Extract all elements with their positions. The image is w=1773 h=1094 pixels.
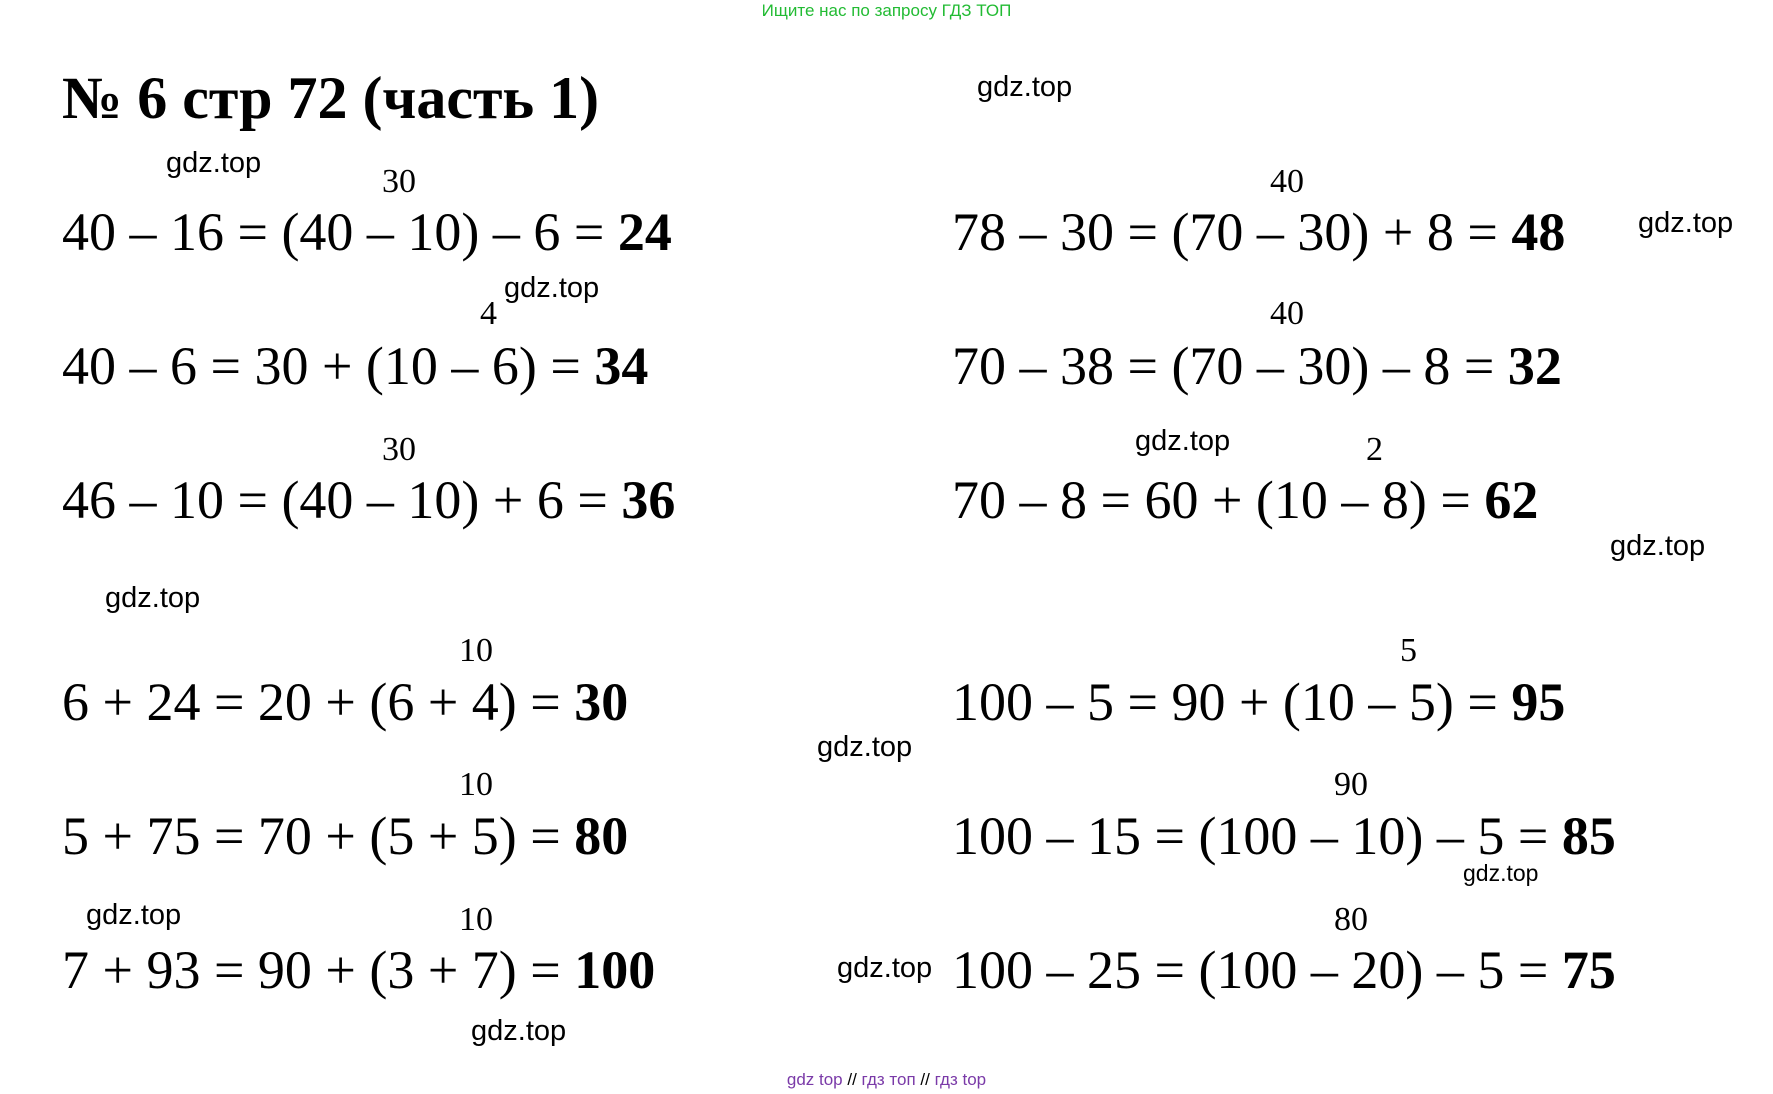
equation-result: 36 — [621, 470, 676, 530]
equation-expression: 100 – 25 = (100 – 20) – 5 = — [952, 940, 1562, 1000]
equation-expression: 100 – 5 = 90 + (10 – 5) = — [952, 672, 1512, 732]
above-number: 10 — [459, 901, 493, 938]
watermark: gdz.top — [1463, 860, 1539, 886]
equation-row — [952, 672, 1566, 732]
equation-row — [62, 202, 672, 262]
equation-expression: 40 – 6 = 30 + (10 – 6) = — [62, 336, 595, 396]
above-number: 90 — [1334, 766, 1368, 803]
watermark: gdz.top — [504, 272, 600, 304]
equation-expression: 78 – 30 = (70 – 30) + 8 = — [952, 202, 1512, 262]
above-number: 2 — [1366, 431, 1383, 468]
equation-row — [952, 806, 1616, 866]
watermark: gdz.top — [977, 71, 1073, 103]
watermark: gdz.top — [1610, 530, 1706, 562]
watermark: gdz.top — [471, 1015, 567, 1047]
equation-result: 95 — [1511, 672, 1566, 732]
equation-row — [62, 470, 676, 530]
equation-result: 24 — [617, 202, 672, 262]
above-number: 5 — [1400, 632, 1417, 669]
equation-expression: 70 – 38 = (70 – 30) – 8 = — [952, 336, 1508, 396]
equation-row — [62, 336, 649, 396]
equation-row — [952, 336, 1562, 396]
equation-expression: 6 + 24 = 20 + (6 + 4) = — [62, 672, 575, 732]
equation-result: 32 — [1507, 336, 1562, 396]
footer-link[interactable]: gdz top — [786, 1070, 843, 1089]
footer-link[interactable]: гдз топ — [861, 1070, 916, 1089]
equation-row — [62, 672, 629, 732]
watermark: gdz.top — [86, 899, 182, 931]
above-number: 30 — [382, 163, 416, 200]
equation-result: 80 — [574, 806, 629, 866]
footer-separator: // — [920, 1070, 930, 1089]
watermark: gdz.top — [166, 147, 262, 179]
above-number: 4 — [480, 295, 497, 332]
equation-row — [952, 202, 1566, 262]
footer-separator: // — [847, 1070, 857, 1089]
equation-row — [952, 470, 1539, 530]
equation-row — [952, 940, 1616, 1000]
above-number: 10 — [459, 766, 493, 803]
equation-expression: 100 – 15 = (100 – 10) – 5 = — [952, 806, 1562, 866]
top-banner: Ищите нас по запросу ГДЗ ТОП — [761, 1, 1012, 20]
equation-result: 85 — [1561, 806, 1616, 866]
equation-result: 62 — [1484, 470, 1539, 530]
equation-expression: 40 – 16 = (40 – 10) – 6 = — [62, 202, 618, 262]
footer-links — [0, 1071, 1773, 1088]
above-number: 30 — [382, 431, 416, 468]
watermark: gdz.top — [105, 582, 201, 614]
equation-result: 100 — [574, 940, 656, 1000]
equation-expression: 7 + 93 = 90 + (3 + 7) = — [62, 940, 575, 1000]
equation-row — [62, 806, 629, 866]
equation-expression: 5 + 75 = 70 + (5 + 5) = — [62, 806, 575, 866]
above-number: 10 — [459, 632, 493, 669]
equation-result: 30 — [574, 672, 629, 732]
equation-expression: 70 – 8 = 60 + (10 – 8) = — [952, 470, 1485, 530]
above-number: 80 — [1334, 901, 1368, 938]
watermark: gdz.top — [1135, 425, 1231, 457]
equation-result: 75 — [1561, 940, 1616, 1000]
equation-expression: 46 – 10 = (40 – 10) + 6 = — [62, 470, 622, 530]
watermark: gdz.top — [1638, 207, 1734, 239]
above-number: 40 — [1270, 295, 1304, 332]
page-title: № 6 стр 72 (часть 1) — [62, 65, 600, 131]
above-number: 40 — [1270, 163, 1304, 200]
footer-link[interactable]: гдз top — [934, 1070, 987, 1089]
equation-row — [62, 940, 656, 1000]
watermark: gdz.top — [837, 952, 933, 984]
equation-result: 34 — [594, 336, 649, 396]
watermark: gdz.top — [817, 731, 913, 763]
equation-result: 48 — [1511, 202, 1566, 262]
